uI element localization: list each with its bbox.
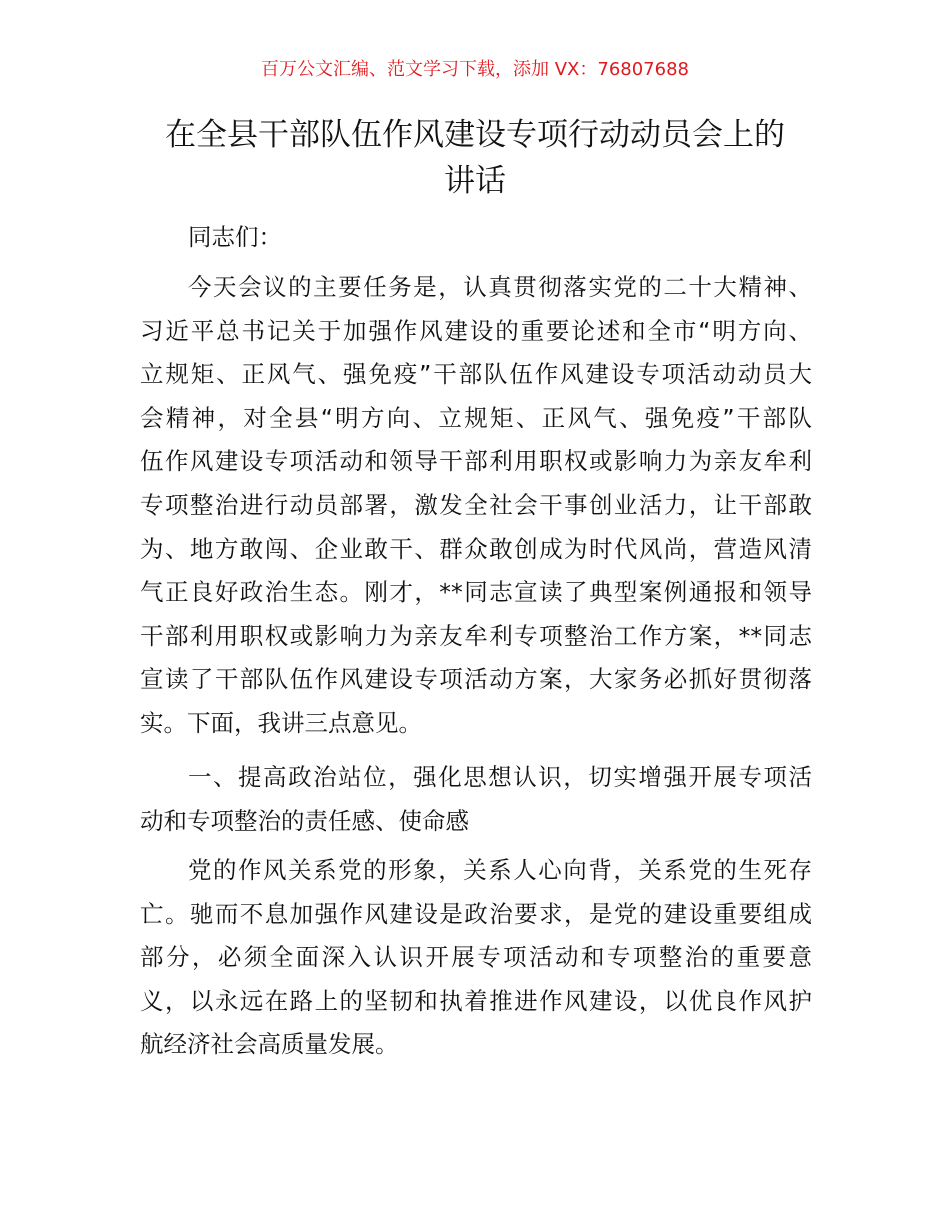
text-line: 习近平总书记关于加强作风建设的重要论述和全市“明方向、: [140, 316, 812, 345]
document-title: [130, 112, 820, 204]
text-line: 实。下面，我讲三点意见。: [140, 708, 422, 737]
text-line: 专项整治进行动员部署，激发全社会干事创业活力，让干部敢: [140, 490, 812, 519]
text-line: 今天会议的主要任务是，认真贯彻落实党的二十大精神、: [188, 273, 812, 301]
watermark-header: 百万公文汇编、范文学习下载，添加 VX：76807688: [261, 59, 689, 80]
paragraph-section-1: [140, 849, 812, 1067]
text-line: 义，以永远在路上的坚韧和执着推进作风建设，以优良作风护: [140, 986, 812, 1015]
paragraph-intro: [140, 266, 812, 746]
text-line: 会精神，对全县“明方向、立规矩、正风气、强免疫”干部队: [140, 403, 812, 432]
text-line: 亡。驰而不息加强作风建设是政治要求，是党的建设重要组成: [140, 899, 812, 928]
salutation: [140, 216, 812, 260]
title-line: 讲话: [444, 163, 506, 199]
text-line: 干部利用职权或影响力为亲友牟利专项整治工作方案，**同志: [140, 621, 812, 650]
text-line: 一、提高政治站位，强化思想认识，切实增强开展专项活: [188, 763, 812, 791]
salutation-text: 同志们：: [188, 223, 282, 251]
text-line: 党的作风关系党的形象，关系人心向背，关系党的生死存: [188, 856, 812, 884]
text-line: 气正良好政治生态。刚才，**同志宣读了典型案例通报和领导: [140, 578, 812, 607]
text-line: 宣读了干部队伍作风建设专项活动方案，大家务必抓好贯彻落: [140, 665, 812, 694]
text-line: 部分，必须全面深入认识开展专项活动和专项整治的重要意: [140, 943, 812, 972]
title-line: 在全县干部队伍作风建设专项行动动员会上的: [165, 117, 785, 153]
text-line: 为、地方敢闯、企业敢干、群众敢创成为时代风尚，营造风清: [140, 534, 812, 563]
section-heading-1: [140, 756, 812, 843]
text-line: 航经济社会高质量发展。: [140, 1030, 399, 1059]
text-line: 立规矩、正风气、强免疫”干部队伍作风建设专项活动动员大: [140, 360, 812, 389]
text-line: 动和专项整治的责任感、使命感: [140, 806, 469, 835]
text-line: 伍作风建设专项活动和领导干部利用职权或影响力为亲友牟利: [140, 447, 812, 476]
